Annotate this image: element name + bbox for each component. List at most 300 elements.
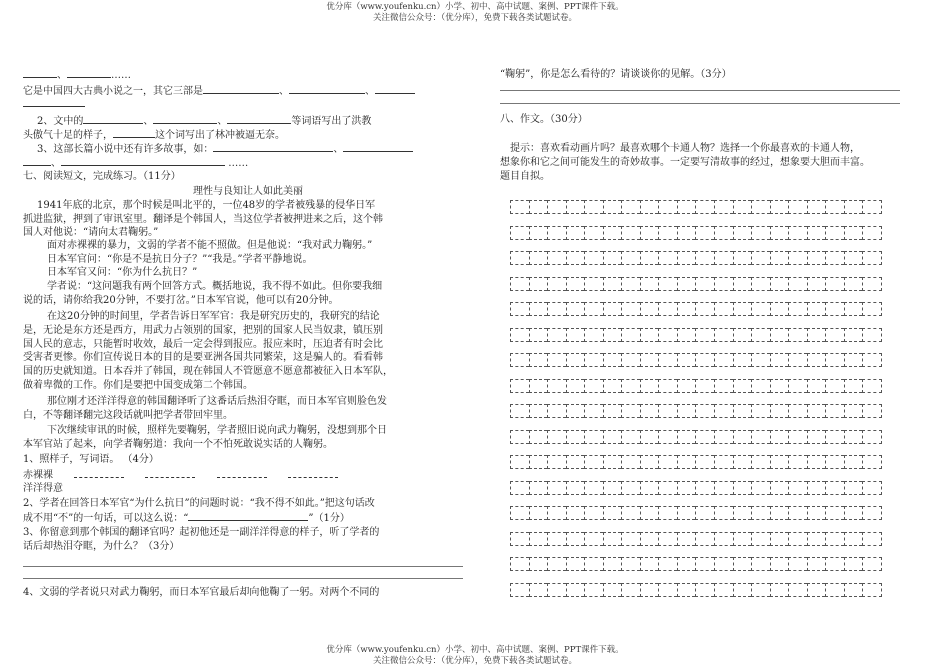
grid-cell[interactable] bbox=[621, 277, 640, 291]
grid-cell[interactable] bbox=[640, 328, 659, 342]
grid-cell[interactable] bbox=[621, 251, 640, 265]
grid-cell[interactable] bbox=[844, 353, 863, 367]
grid-cell[interactable] bbox=[677, 226, 696, 240]
grid-cell[interactable] bbox=[751, 455, 770, 469]
grid-row[interactable] bbox=[510, 404, 882, 418]
grid-cell[interactable] bbox=[770, 200, 789, 214]
grid-cell[interactable] bbox=[677, 302, 696, 316]
grid-cell[interactable] bbox=[751, 302, 770, 316]
grid-cell[interactable] bbox=[733, 277, 752, 291]
grid-cell[interactable] bbox=[640, 430, 659, 444]
grid-cell[interactable] bbox=[695, 328, 714, 342]
grid-cell[interactable] bbox=[807, 328, 826, 342]
grid-cell[interactable] bbox=[547, 481, 566, 495]
grid-cell[interactable] bbox=[807, 353, 826, 367]
grid-cell[interactable] bbox=[547, 302, 566, 316]
grid-cell[interactable] bbox=[825, 583, 844, 597]
grid-cell[interactable] bbox=[547, 455, 566, 469]
grid-cell[interactable] bbox=[677, 328, 696, 342]
grid-cell[interactable] bbox=[529, 506, 548, 520]
grid-cell[interactable] bbox=[621, 328, 640, 342]
grid-cell[interactable] bbox=[529, 277, 548, 291]
grid-cell[interactable] bbox=[844, 328, 863, 342]
grid-cell[interactable] bbox=[733, 532, 752, 546]
grid-cell[interactable] bbox=[566, 430, 585, 444]
grid-cell[interactable] bbox=[844, 430, 863, 444]
grid-cell[interactable] bbox=[658, 277, 677, 291]
grid-cell[interactable] bbox=[751, 328, 770, 342]
grid-cell[interactable] bbox=[788, 557, 807, 571]
grid-cell[interactable] bbox=[714, 251, 733, 265]
grid-cell[interactable] bbox=[529, 430, 548, 444]
grid-cell[interactable] bbox=[584, 200, 603, 214]
grid-cell[interactable] bbox=[770, 430, 789, 444]
grid-cell[interactable] bbox=[825, 481, 844, 495]
grid-cell[interactable] bbox=[640, 251, 659, 265]
grid-cell[interactable] bbox=[529, 200, 548, 214]
grid-cell[interactable] bbox=[658, 455, 677, 469]
grid-cell[interactable] bbox=[844, 455, 863, 469]
grid-cell[interactable] bbox=[862, 302, 882, 316]
grid-cell[interactable] bbox=[566, 481, 585, 495]
grid-cell[interactable] bbox=[566, 557, 585, 571]
grid-cell[interactable] bbox=[862, 557, 882, 571]
grid-cell[interactable] bbox=[862, 583, 882, 597]
grid-cell[interactable] bbox=[640, 481, 659, 495]
grid-cell[interactable] bbox=[603, 302, 622, 316]
grid-cell[interactable] bbox=[714, 404, 733, 418]
grid-cell[interactable] bbox=[825, 251, 844, 265]
grid-cell[interactable] bbox=[695, 353, 714, 367]
grid-cell[interactable] bbox=[658, 379, 677, 393]
grid-cell[interactable] bbox=[733, 583, 752, 597]
grid-cell[interactable] bbox=[770, 251, 789, 265]
grid-cell[interactable] bbox=[677, 455, 696, 469]
grid-cell[interactable] bbox=[770, 481, 789, 495]
grid-cell[interactable] bbox=[566, 583, 585, 597]
grid-cell[interactable] bbox=[547, 353, 566, 367]
grid-cell[interactable] bbox=[640, 379, 659, 393]
grid-cell[interactable] bbox=[695, 251, 714, 265]
grid-cell[interactable] bbox=[770, 226, 789, 240]
grid-cell[interactable] bbox=[529, 404, 548, 418]
grid-cell[interactable] bbox=[751, 481, 770, 495]
grid-cell[interactable] bbox=[547, 379, 566, 393]
grid-cell[interactable] bbox=[658, 200, 677, 214]
grid-cell[interactable] bbox=[714, 430, 733, 444]
grid-cell[interactable] bbox=[788, 200, 807, 214]
grid-cell[interactable] bbox=[714, 379, 733, 393]
grid-cell[interactable] bbox=[510, 302, 529, 316]
grid-cell[interactable] bbox=[751, 506, 770, 520]
grid-cell[interactable] bbox=[733, 251, 752, 265]
grid-cell[interactable] bbox=[695, 379, 714, 393]
grid-cell[interactable] bbox=[658, 481, 677, 495]
grid-cell[interactable] bbox=[603, 404, 622, 418]
grid-row[interactable] bbox=[510, 251, 882, 265]
grid-cell[interactable] bbox=[603, 455, 622, 469]
grid-cell[interactable] bbox=[825, 353, 844, 367]
grid-cell[interactable] bbox=[770, 506, 789, 520]
grid-cell[interactable] bbox=[695, 532, 714, 546]
grid-cell[interactable] bbox=[640, 353, 659, 367]
grid-cell[interactable] bbox=[862, 532, 882, 546]
grid-row[interactable] bbox=[510, 532, 882, 546]
grid-cell[interactable] bbox=[770, 302, 789, 316]
grid-cell[interactable] bbox=[714, 226, 733, 240]
grid-cell[interactable] bbox=[603, 481, 622, 495]
grid-cell[interactable] bbox=[547, 328, 566, 342]
grid-cell[interactable] bbox=[733, 353, 752, 367]
grid-cell[interactable] bbox=[807, 532, 826, 546]
grid-cell[interactable] bbox=[844, 506, 863, 520]
grid-cell[interactable] bbox=[621, 302, 640, 316]
grid-cell[interactable] bbox=[751, 532, 770, 546]
grid-cell[interactable] bbox=[640, 506, 659, 520]
grid-cell[interactable] bbox=[658, 404, 677, 418]
grid-row[interactable] bbox=[510, 506, 882, 520]
grid-cell[interactable] bbox=[547, 506, 566, 520]
grid-cell[interactable] bbox=[770, 404, 789, 418]
grid-row[interactable] bbox=[510, 583, 882, 597]
grid-cell[interactable] bbox=[529, 532, 548, 546]
grid-cell[interactable] bbox=[807, 506, 826, 520]
grid-cell[interactable] bbox=[677, 557, 696, 571]
grid-cell[interactable] bbox=[770, 455, 789, 469]
grid-cell[interactable] bbox=[695, 404, 714, 418]
grid-row[interactable] bbox=[510, 379, 882, 393]
grid-cell[interactable] bbox=[807, 481, 826, 495]
grid-cell[interactable] bbox=[510, 583, 529, 597]
grid-cell[interactable] bbox=[714, 302, 733, 316]
grid-cell[interactable] bbox=[510, 455, 529, 469]
grid-cell[interactable] bbox=[695, 481, 714, 495]
grid-cell[interactable] bbox=[640, 455, 659, 469]
grid-cell[interactable] bbox=[529, 455, 548, 469]
grid-cell[interactable] bbox=[751, 226, 770, 240]
grid-cell[interactable] bbox=[547, 557, 566, 571]
grid-cell[interactable] bbox=[603, 430, 622, 444]
grid-cell[interactable] bbox=[825, 557, 844, 571]
grid-cell[interactable] bbox=[733, 481, 752, 495]
grid-cell[interactable] bbox=[788, 353, 807, 367]
grid-cell[interactable] bbox=[714, 200, 733, 214]
grid-cell[interactable] bbox=[751, 251, 770, 265]
grid-cell[interactable] bbox=[751, 353, 770, 367]
grid-cell[interactable] bbox=[807, 404, 826, 418]
grid-cell[interactable] bbox=[566, 328, 585, 342]
grid-cell[interactable] bbox=[751, 404, 770, 418]
grid-cell[interactable] bbox=[658, 353, 677, 367]
grid-cell[interactable] bbox=[807, 251, 826, 265]
grid-cell[interactable] bbox=[510, 532, 529, 546]
grid-cell[interactable] bbox=[825, 302, 844, 316]
grid-cell[interactable] bbox=[529, 557, 548, 571]
grid-cell[interactable] bbox=[844, 302, 863, 316]
grid-cell[interactable] bbox=[566, 379, 585, 393]
grid-cell[interactable] bbox=[621, 583, 640, 597]
grid-cell[interactable] bbox=[844, 277, 863, 291]
grid-cell[interactable] bbox=[733, 379, 752, 393]
grid-cell[interactable] bbox=[825, 277, 844, 291]
grid-cell[interactable] bbox=[695, 430, 714, 444]
grid-cell[interactable] bbox=[603, 532, 622, 546]
grid-cell[interactable] bbox=[695, 455, 714, 469]
grid-cell[interactable] bbox=[825, 226, 844, 240]
grid-cell[interactable] bbox=[566, 226, 585, 240]
grid-cell[interactable] bbox=[603, 251, 622, 265]
grid-cell[interactable] bbox=[640, 226, 659, 240]
grid-cell[interactable] bbox=[677, 379, 696, 393]
grid-cell[interactable] bbox=[621, 430, 640, 444]
grid-cell[interactable] bbox=[844, 557, 863, 571]
grid-cell[interactable] bbox=[733, 430, 752, 444]
grid-cell[interactable] bbox=[584, 353, 603, 367]
grid-row[interactable] bbox=[510, 557, 882, 571]
grid-cell[interactable] bbox=[825, 532, 844, 546]
grid-cell[interactable] bbox=[621, 557, 640, 571]
grid-cell[interactable] bbox=[788, 583, 807, 597]
grid-row[interactable] bbox=[510, 353, 882, 367]
grid-cell[interactable] bbox=[807, 379, 826, 393]
grid-cell[interactable] bbox=[677, 277, 696, 291]
grid-cell[interactable] bbox=[677, 200, 696, 214]
grid-cell[interactable] bbox=[566, 277, 585, 291]
grid-cell[interactable] bbox=[825, 200, 844, 214]
grid-cell[interactable] bbox=[770, 277, 789, 291]
grid-cell[interactable] bbox=[788, 481, 807, 495]
grid-cell[interactable] bbox=[658, 328, 677, 342]
grid-cell[interactable] bbox=[640, 277, 659, 291]
grid-cell[interactable] bbox=[529, 353, 548, 367]
grid-cell[interactable] bbox=[844, 532, 863, 546]
grid-cell[interactable] bbox=[807, 455, 826, 469]
grid-cell[interactable] bbox=[529, 328, 548, 342]
grid-cell[interactable] bbox=[677, 404, 696, 418]
grid-cell[interactable] bbox=[844, 251, 863, 265]
grid-cell[interactable] bbox=[733, 200, 752, 214]
grid-cell[interactable] bbox=[621, 506, 640, 520]
grid-cell[interactable] bbox=[584, 481, 603, 495]
grid-cell[interactable] bbox=[770, 379, 789, 393]
grid-cell[interactable] bbox=[584, 251, 603, 265]
grid-cell[interactable] bbox=[844, 379, 863, 393]
grid-cell[interactable] bbox=[603, 506, 622, 520]
grid-cell[interactable] bbox=[658, 302, 677, 316]
grid-cell[interactable] bbox=[584, 328, 603, 342]
grid-cell[interactable] bbox=[788, 506, 807, 520]
grid-cell[interactable] bbox=[677, 506, 696, 520]
grid-cell[interactable] bbox=[714, 532, 733, 546]
grid-cell[interactable] bbox=[547, 277, 566, 291]
grid-cell[interactable] bbox=[547, 200, 566, 214]
grid-cell[interactable] bbox=[658, 506, 677, 520]
grid-cell[interactable] bbox=[770, 583, 789, 597]
grid-cell[interactable] bbox=[603, 226, 622, 240]
grid-cell[interactable] bbox=[529, 583, 548, 597]
grid-cell[interactable] bbox=[621, 200, 640, 214]
grid-cell[interactable] bbox=[788, 455, 807, 469]
grid-cell[interactable] bbox=[733, 506, 752, 520]
grid-cell[interactable] bbox=[510, 277, 529, 291]
grid-cell[interactable] bbox=[510, 506, 529, 520]
grid-cell[interactable] bbox=[770, 353, 789, 367]
grid-cell[interactable] bbox=[844, 226, 863, 240]
grid-cell[interactable] bbox=[510, 404, 529, 418]
grid-cell[interactable] bbox=[621, 404, 640, 418]
grid-cell[interactable] bbox=[733, 404, 752, 418]
grid-cell[interactable] bbox=[862, 430, 882, 444]
grid-cell[interactable] bbox=[621, 353, 640, 367]
grid-cell[interactable] bbox=[862, 277, 882, 291]
grid-cell[interactable] bbox=[862, 455, 882, 469]
grid-cell[interactable] bbox=[714, 557, 733, 571]
grid-cell[interactable] bbox=[510, 200, 529, 214]
grid-cell[interactable] bbox=[677, 251, 696, 265]
grid-cell[interactable] bbox=[547, 583, 566, 597]
grid-cell[interactable] bbox=[547, 532, 566, 546]
grid-cell[interactable] bbox=[566, 506, 585, 520]
grid-cell[interactable] bbox=[566, 302, 585, 316]
grid-cell[interactable] bbox=[862, 251, 882, 265]
grid-cell[interactable] bbox=[510, 430, 529, 444]
grid-cell[interactable] bbox=[584, 404, 603, 418]
grid-cell[interactable] bbox=[677, 481, 696, 495]
grid-cell[interactable] bbox=[584, 506, 603, 520]
grid-cell[interactable] bbox=[529, 226, 548, 240]
grid-cell[interactable] bbox=[807, 226, 826, 240]
grid-cell[interactable] bbox=[603, 557, 622, 571]
grid-cell[interactable] bbox=[733, 557, 752, 571]
grid-cell[interactable] bbox=[640, 583, 659, 597]
grid-cell[interactable] bbox=[547, 404, 566, 418]
grid-cell[interactable] bbox=[788, 532, 807, 546]
grid-row[interactable] bbox=[510, 430, 882, 444]
grid-cell[interactable] bbox=[714, 353, 733, 367]
grid-cell[interactable] bbox=[529, 302, 548, 316]
grid-cell[interactable] bbox=[677, 532, 696, 546]
grid-cell[interactable] bbox=[714, 277, 733, 291]
grid-cell[interactable] bbox=[770, 532, 789, 546]
grid-row[interactable] bbox=[510, 481, 882, 495]
grid-cell[interactable] bbox=[658, 557, 677, 571]
grid-cell[interactable] bbox=[825, 506, 844, 520]
grid-cell[interactable] bbox=[751, 430, 770, 444]
grid-cell[interactable] bbox=[695, 583, 714, 597]
grid-cell[interactable] bbox=[733, 455, 752, 469]
grid-cell[interactable] bbox=[640, 404, 659, 418]
grid-cell[interactable] bbox=[640, 302, 659, 316]
grid-cell[interactable] bbox=[566, 251, 585, 265]
grid-cell[interactable] bbox=[584, 430, 603, 444]
grid-cell[interactable] bbox=[584, 226, 603, 240]
grid-row[interactable] bbox=[510, 277, 882, 291]
grid-cell[interactable] bbox=[566, 455, 585, 469]
grid-cell[interactable] bbox=[788, 277, 807, 291]
grid-cell[interactable] bbox=[695, 277, 714, 291]
grid-cell[interactable] bbox=[825, 328, 844, 342]
grid-cell[interactable] bbox=[788, 226, 807, 240]
grid-cell[interactable] bbox=[658, 583, 677, 597]
grid-cell[interactable] bbox=[788, 404, 807, 418]
grid-cell[interactable] bbox=[770, 328, 789, 342]
grid-cell[interactable] bbox=[621, 226, 640, 240]
grid-cell[interactable] bbox=[584, 455, 603, 469]
grid-cell[interactable] bbox=[751, 583, 770, 597]
grid-cell[interactable] bbox=[733, 328, 752, 342]
grid-cell[interactable] bbox=[862, 481, 882, 495]
grid-cell[interactable] bbox=[695, 557, 714, 571]
grid-cell[interactable] bbox=[862, 226, 882, 240]
grid-cell[interactable] bbox=[844, 583, 863, 597]
grid-cell[interactable] bbox=[788, 430, 807, 444]
grid-cell[interactable] bbox=[658, 532, 677, 546]
grid-cell[interactable] bbox=[862, 200, 882, 214]
grid-row[interactable] bbox=[510, 200, 882, 214]
grid-cell[interactable] bbox=[566, 200, 585, 214]
grid-cell[interactable] bbox=[621, 481, 640, 495]
grid-cell[interactable] bbox=[603, 328, 622, 342]
grid-cell[interactable] bbox=[547, 226, 566, 240]
grid-cell[interactable] bbox=[547, 251, 566, 265]
grid-cell[interactable] bbox=[640, 557, 659, 571]
grid-cell[interactable] bbox=[658, 251, 677, 265]
grid-cell[interactable] bbox=[862, 404, 882, 418]
grid-cell[interactable] bbox=[751, 379, 770, 393]
grid-cell[interactable] bbox=[510, 557, 529, 571]
grid-cell[interactable] bbox=[584, 302, 603, 316]
grid-cell[interactable] bbox=[733, 302, 752, 316]
grid-cell[interactable] bbox=[788, 251, 807, 265]
grid-cell[interactable] bbox=[603, 583, 622, 597]
grid-cell[interactable] bbox=[807, 557, 826, 571]
grid-cell[interactable] bbox=[695, 506, 714, 520]
grid-cell[interactable] bbox=[862, 379, 882, 393]
grid-cell[interactable] bbox=[788, 302, 807, 316]
grid-row[interactable] bbox=[510, 226, 882, 240]
grid-cell[interactable] bbox=[510, 226, 529, 240]
grid-cell[interactable] bbox=[584, 557, 603, 571]
grid-cell[interactable] bbox=[807, 277, 826, 291]
grid-cell[interactable] bbox=[677, 353, 696, 367]
grid-cell[interactable] bbox=[695, 226, 714, 240]
grid-cell[interactable] bbox=[566, 353, 585, 367]
grid-cell[interactable] bbox=[584, 379, 603, 393]
grid-cell[interactable] bbox=[788, 379, 807, 393]
grid-cell[interactable] bbox=[529, 379, 548, 393]
grid-cell[interactable] bbox=[603, 379, 622, 393]
grid-row[interactable] bbox=[510, 328, 882, 342]
grid-cell[interactable] bbox=[621, 455, 640, 469]
grid-cell[interactable] bbox=[677, 430, 696, 444]
grid-cell[interactable] bbox=[788, 328, 807, 342]
grid-cell[interactable] bbox=[807, 583, 826, 597]
grid-cell[interactable] bbox=[770, 557, 789, 571]
grid-cell[interactable] bbox=[751, 277, 770, 291]
grid-cell[interactable] bbox=[844, 481, 863, 495]
grid-cell[interactable] bbox=[825, 379, 844, 393]
grid-cell[interactable] bbox=[825, 430, 844, 444]
grid-cell[interactable] bbox=[695, 302, 714, 316]
grid-cell[interactable] bbox=[584, 583, 603, 597]
grid-cell[interactable] bbox=[547, 430, 566, 444]
grid-cell[interactable] bbox=[733, 226, 752, 240]
grid-cell[interactable] bbox=[714, 506, 733, 520]
grid-cell[interactable] bbox=[621, 532, 640, 546]
grid-cell[interactable] bbox=[714, 583, 733, 597]
grid-row[interactable] bbox=[510, 455, 882, 469]
grid-cell[interactable] bbox=[603, 353, 622, 367]
